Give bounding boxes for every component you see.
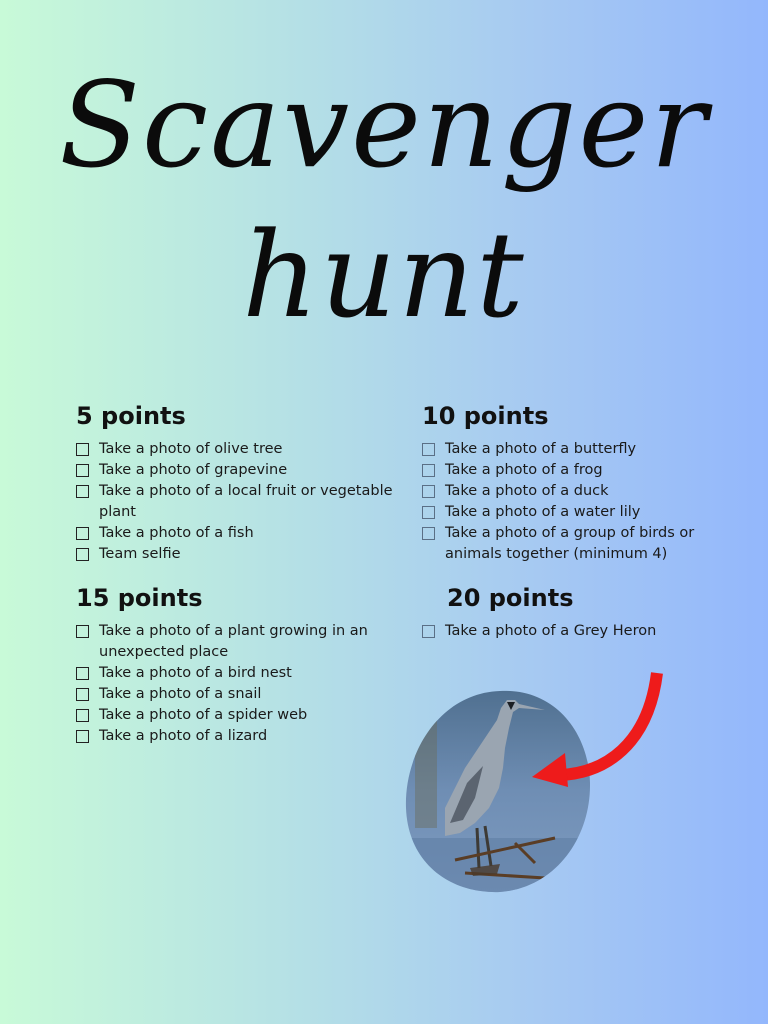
checklist-item — [422, 502, 722, 523]
checklist-item-label: Take a photo of a frog — [445, 462, 603, 478]
checklist-item — [76, 663, 396, 684]
checklist-item — [76, 460, 396, 481]
checklist-item-label: Take a photo of a butterfly — [445, 441, 637, 457]
checklist — [76, 621, 396, 747]
checklist-item-label: Take a photo of a fish — [99, 525, 254, 541]
checkbox[interactable] — [422, 506, 435, 519]
checklist-item — [76, 726, 396, 747]
checkbox[interactable] — [76, 667, 89, 680]
checkbox[interactable] — [76, 485, 89, 498]
checklist-item-label: Take a photo of a spider web — [99, 707, 308, 723]
checklist-item-label: Take a photo of a plant growing in an unexpected place — [99, 623, 368, 660]
checklist-item-label: Take a photo of a snail — [99, 686, 262, 702]
checklist-item — [76, 523, 396, 544]
section-15-points — [76, 583, 396, 747]
section-5-points — [76, 401, 396, 565]
checklist-item — [76, 481, 396, 523]
checklist — [422, 621, 722, 642]
checklist-item-label: Take a photo of a duck — [445, 483, 609, 499]
checkbox[interactable] — [76, 464, 89, 477]
checklist-item — [76, 621, 396, 663]
checklist-item-label: Take a photo of a bird nest — [99, 665, 292, 681]
checkbox[interactable] — [76, 625, 89, 638]
checklist — [422, 439, 722, 565]
checkbox[interactable] — [76, 527, 89, 540]
section-20-points — [422, 583, 722, 642]
section-heading: 5 points — [76, 402, 186, 430]
checklist-item — [422, 621, 722, 642]
checklist-item-label: Take a photo of a local fruit or vegetable plant — [99, 483, 393, 520]
section-heading: 15 points — [76, 584, 203, 612]
section-10-points — [422, 401, 722, 565]
checkbox[interactable] — [76, 730, 89, 743]
checklist — [76, 439, 396, 565]
checklist-item — [76, 705, 396, 726]
checkbox[interactable] — [422, 527, 435, 540]
checklist-item — [422, 481, 722, 502]
checkbox[interactable] — [76, 443, 89, 456]
checklist-item — [422, 439, 722, 460]
checkbox[interactable] — [422, 485, 435, 498]
checklist-item — [422, 460, 722, 481]
checkbox[interactable] — [422, 443, 435, 456]
section-heading: 10 points — [422, 402, 549, 430]
checklist-item-label: Team selfie — [99, 546, 181, 562]
checkbox[interactable] — [422, 625, 435, 638]
checklist-item — [76, 544, 396, 565]
checklist-item-label: Take a photo of grapevine — [99, 462, 288, 478]
checklist-item — [422, 523, 722, 565]
checklist-item-label: Take a photo of a group of birds or animals together (minimum 4) — [445, 525, 695, 562]
checklist-item-label: Take a photo of a Grey Heron — [445, 623, 657, 639]
checklist-item-label: Take a photo of a water lily — [445, 504, 641, 520]
section-heading: 20 points — [447, 584, 574, 612]
checklist-item-label: Take a photo of a lizard — [99, 728, 268, 744]
checkbox[interactable] — [76, 709, 89, 722]
title-line-1: Scavenger — [59, 56, 709, 194]
checkbox[interactable] — [76, 688, 89, 701]
checklist-item — [76, 439, 396, 460]
checkbox[interactable] — [76, 548, 89, 561]
checkbox[interactable] — [422, 464, 435, 477]
checklist-item-label: Take a photo of olive tree — [99, 441, 283, 457]
red-arrow — [530, 665, 670, 790]
title-line-2: hunt — [242, 206, 526, 344]
checklist-item — [76, 684, 396, 705]
